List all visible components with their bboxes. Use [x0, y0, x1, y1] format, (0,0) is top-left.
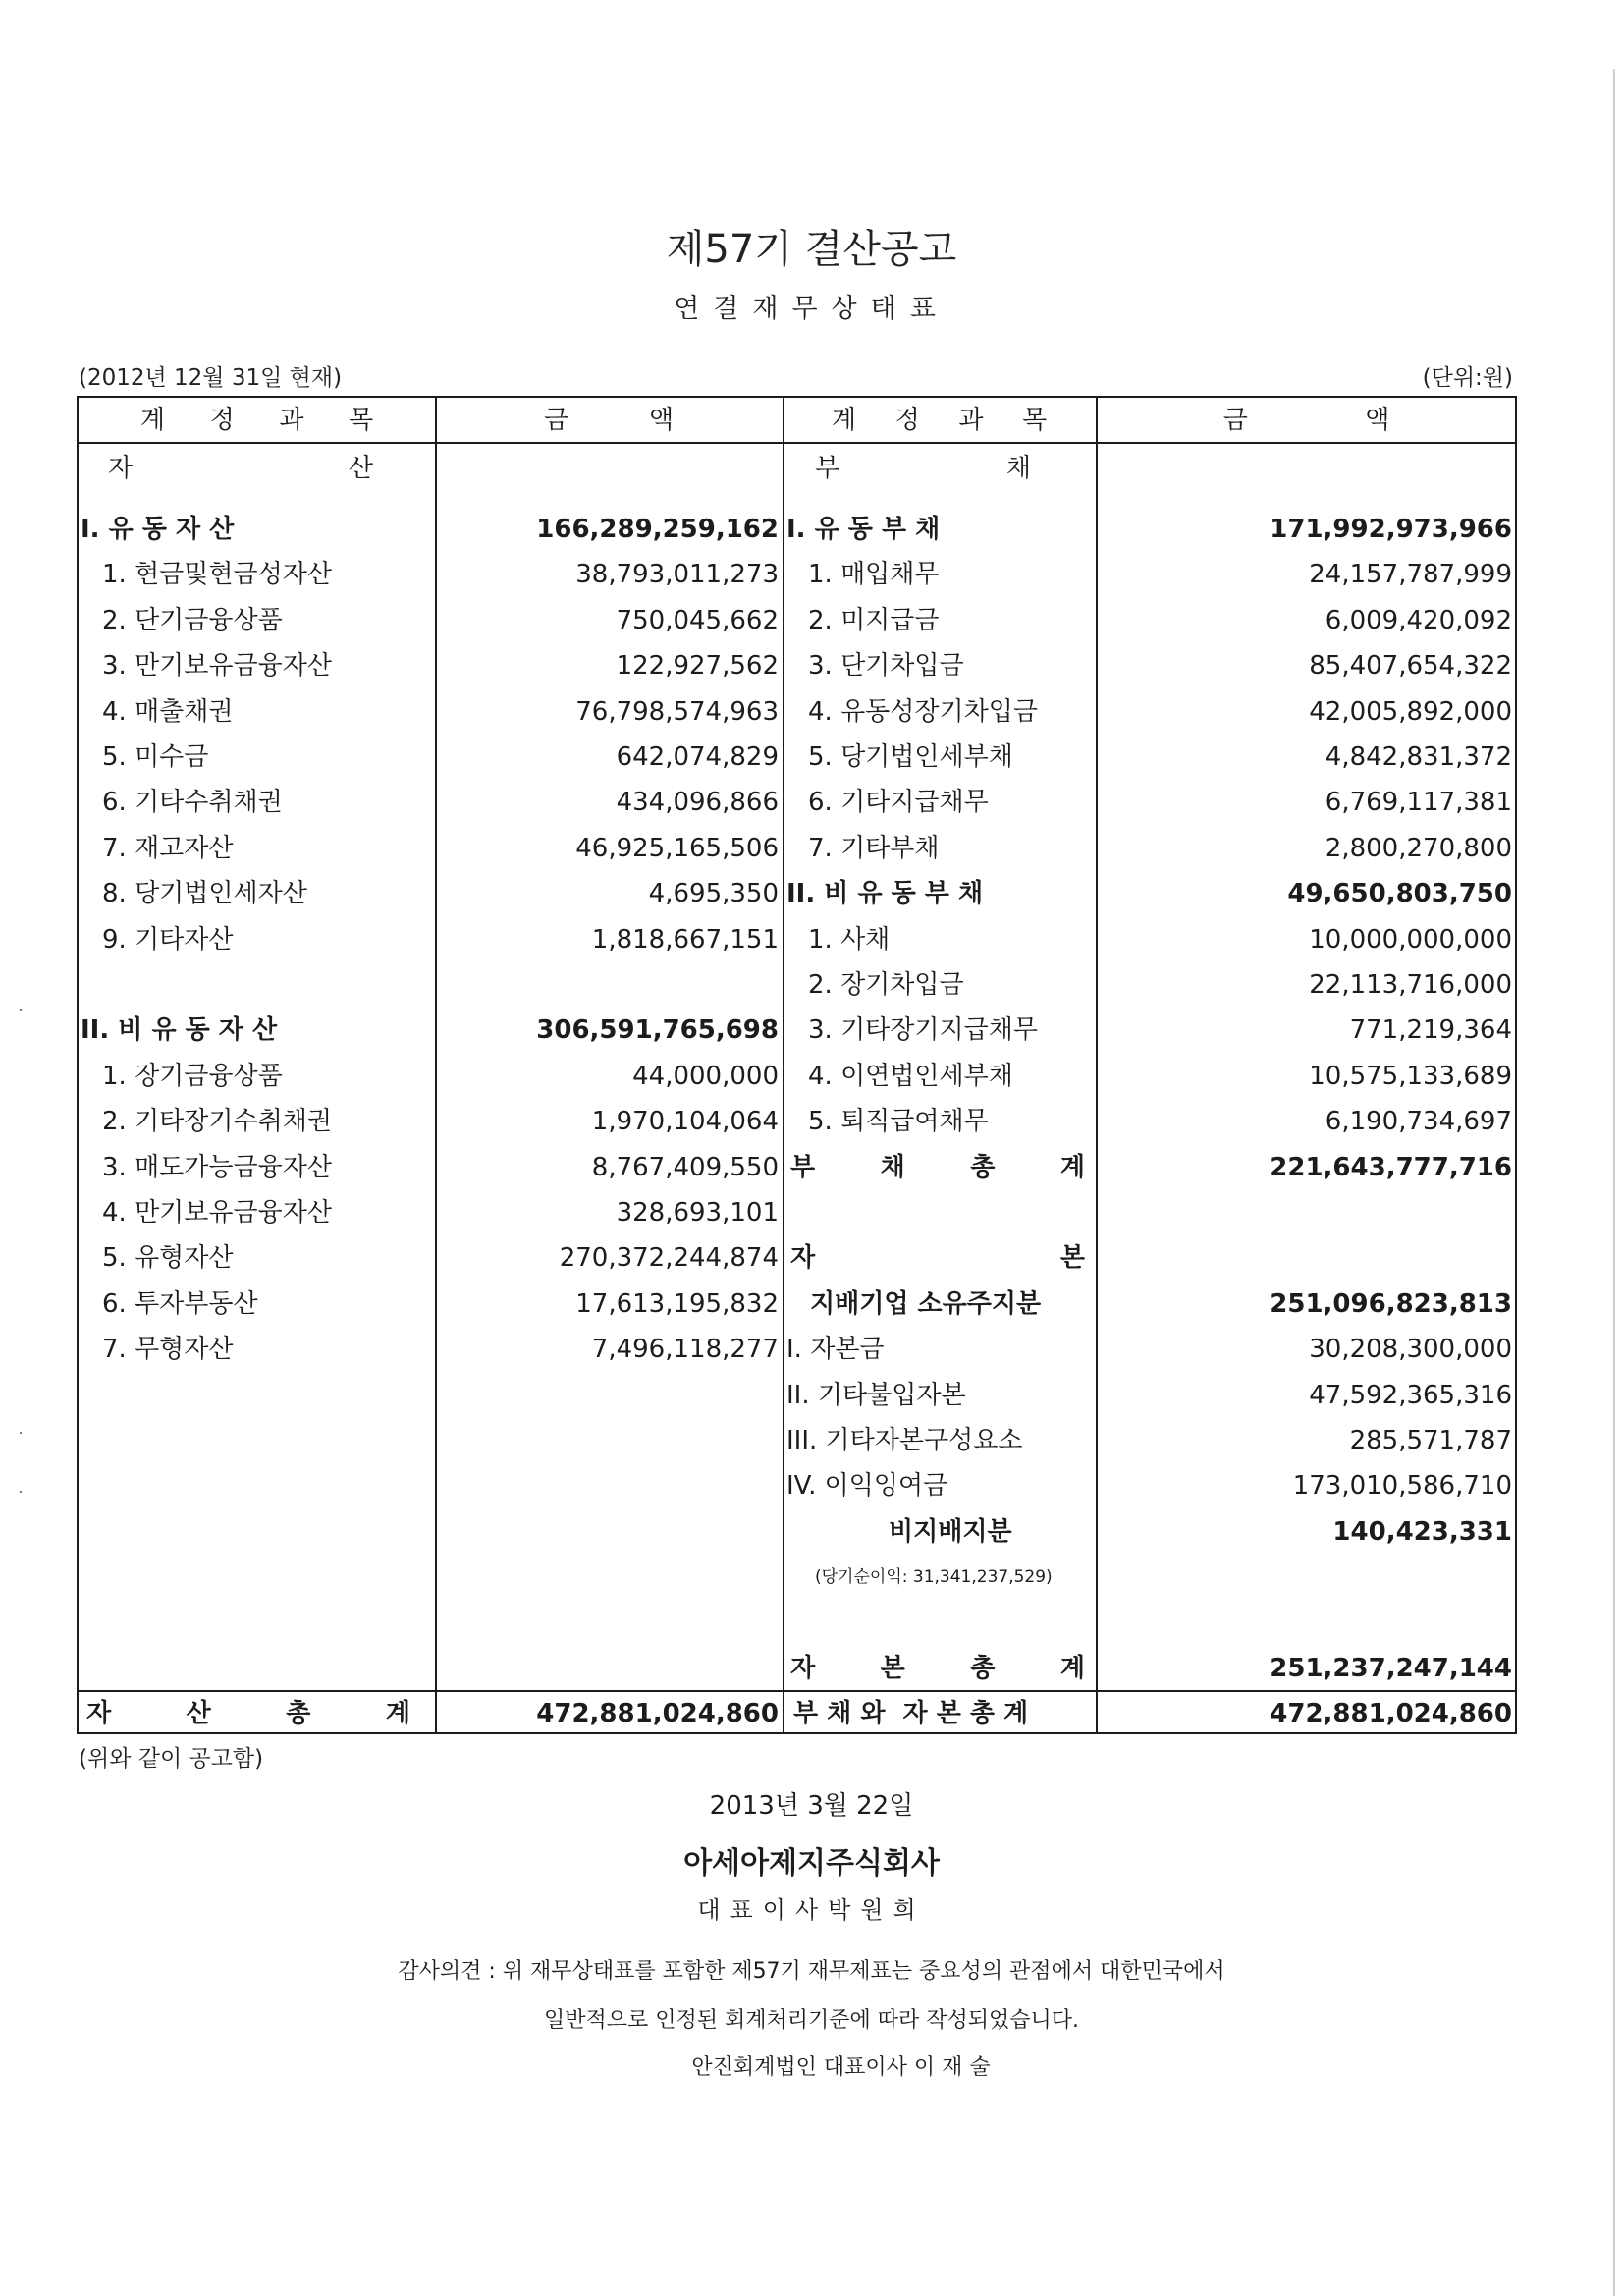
liability-row-label: 6. 기타지급채무 — [808, 788, 989, 817]
asset-row-label: 1. 장기금융상품 — [102, 1062, 283, 1091]
asset-row-label: 6. 기타수취채권 — [102, 788, 283, 817]
liability-row-amount: 171,992,973,966 — [1270, 515, 1512, 544]
header-char: 액 — [648, 406, 675, 435]
asset-row-label: 3. 만기보유금융자산 — [102, 651, 332, 681]
equity-row-amount: 47,592,365,316 — [1309, 1381, 1512, 1410]
liability-row-label: 4. 이연법인세부채 — [808, 1062, 1013, 1091]
asset-row-label: 8. 당기법인세자산 — [102, 879, 307, 908]
heading-char: 자 — [790, 1243, 816, 1273]
asset-row-amount: 328,693,101 — [616, 1198, 779, 1228]
liability-row-amount: 6,009,420,092 — [1325, 606, 1512, 635]
asset-row-label: 3. 매도가능금융자산 — [102, 1153, 332, 1182]
asset-row-label: 4. 매출채권 — [102, 697, 234, 727]
column-divider — [1096, 398, 1098, 1732]
asset-row-label: 1. 현금및현금성자산 — [102, 560, 332, 589]
header-char: 계 — [831, 406, 856, 435]
header-char: 액 — [1365, 406, 1390, 435]
liability-row-label: 2. 미지급금 — [808, 606, 940, 635]
assets-total-label — [86, 1692, 410, 1735]
asset-row-label: 6. 투자부동산 — [102, 1289, 258, 1319]
liability-row-amount: 22,113,716,000 — [1309, 970, 1512, 1000]
liability-row-label: 1. 매입채무 — [808, 560, 940, 589]
liability-row-label: 7. 기타부채 — [808, 834, 940, 863]
scan-speck — [20, 1009, 22, 1011]
non-controlling-interest-amount: 140,423,331 — [1332, 1517, 1512, 1547]
equity-row-label: II. 기타불입자본 — [786, 1381, 966, 1410]
liability-row-label: 3. 단기차입금 — [808, 651, 964, 681]
asset-row-label: 5. 미수금 — [102, 742, 209, 772]
label-char: 본 — [880, 1654, 905, 1683]
header-char: 정 — [894, 406, 920, 435]
scan-speck — [20, 1432, 22, 1434]
liability-row-amount: 24,157,787,999 — [1309, 560, 1512, 589]
announcement-date: 2013년 3월 22일 — [709, 1791, 914, 1821]
net-income-note: (당기순이익: 31,341,237,529) — [815, 1567, 1053, 1587]
audit-opinion-line-1: 감사의견 : 위 재무상태표를 포함한 제57기 재무제표는 중요성의 관점에서 대한민국에서 — [398, 1959, 1225, 1984]
liabilities-heading — [815, 447, 1031, 490]
label-char: 총 — [970, 1654, 996, 1683]
asset-row-amount: 46,925,165,506 — [575, 834, 779, 863]
label-char: 자 — [790, 1654, 816, 1683]
asset-row-amount: 1,818,667,151 — [591, 925, 779, 955]
equity-total-label — [790, 1647, 1085, 1690]
header-account-left — [79, 398, 435, 443]
announcement-note: (위와 같이 공고함) — [79, 1746, 264, 1772]
asset-row-label: 4. 만기보유금융자산 — [102, 1198, 332, 1228]
liability-row-label: 3. 기타장기지급채무 — [808, 1015, 1038, 1045]
asset-row-amount: 166,289,259,162 — [536, 515, 779, 544]
company-name: 아세아제지주식회사 — [683, 1846, 940, 1881]
assets-total-amount: 472,881,024,860 — [536, 1699, 779, 1728]
liability-row-label: 1. 사채 — [808, 925, 891, 955]
controlling-interest-label: 지배기업 소유주지분 — [810, 1289, 1042, 1319]
label-char: 채 — [880, 1153, 905, 1182]
liabilities-total-label — [790, 1146, 1085, 1189]
asset-row-amount: 434,096,866 — [616, 788, 779, 817]
equity-row-label: III. 기타자본구성요소 — [786, 1426, 1023, 1455]
liability-row-amount: 10,575,133,689 — [1309, 1062, 1512, 1091]
asset-row-label: 7. 무형자산 — [102, 1335, 234, 1364]
auditor-signature: 안진회계법인 대표이사 이 재 술 — [691, 2055, 991, 2080]
column-divider — [435, 398, 437, 1732]
header-char: 과 — [279, 406, 304, 435]
header-char: 과 — [958, 406, 984, 435]
document-title: 제57기 결산공고 — [666, 227, 957, 272]
header-char: 목 — [349, 406, 374, 435]
liability-row-label: 4. 유동성장기차입금 — [808, 697, 1038, 727]
label-char: 계 — [1059, 1153, 1085, 1182]
heading-char: 본 — [1059, 1243, 1085, 1273]
balance-sheet-table — [77, 396, 1517, 1734]
liability-row-label: 2. 장기차입금 — [808, 970, 964, 1000]
label-char: 계 — [385, 1699, 410, 1728]
unit-label: (단위:원) — [1422, 365, 1513, 391]
asset-row-label: 7. 재고자산 — [102, 834, 234, 863]
label-char: 계 — [1059, 1654, 1085, 1683]
header-account-right — [783, 398, 1096, 443]
heading-char: 자 — [108, 454, 134, 483]
asset-row-amount: 270,372,244,874 — [559, 1243, 779, 1273]
ceo-name: 대표이사박원희 — [697, 1896, 926, 1924]
asset-row-label: 2. 단기금융상품 — [102, 606, 283, 635]
non-controlling-interest-label: 비지배지분 — [889, 1517, 1012, 1547]
heading-char: 부 — [815, 454, 840, 483]
assets-heading — [108, 447, 373, 490]
equity-row-amount: 173,010,586,710 — [1292, 1471, 1512, 1501]
audit-opinion-line-2: 일반적으로 인정된 회계처리기준에 따라 작성되었습니다. — [543, 2008, 1079, 2033]
asset-row-label: 9. 기타자산 — [102, 925, 234, 955]
asset-row-amount: 4,695,350 — [648, 879, 779, 908]
scan-speck — [20, 1491, 22, 1493]
liability-row-amount: 4,842,831,372 — [1325, 742, 1512, 772]
equity-row-amount: 285,571,787 — [1349, 1426, 1512, 1455]
liability-row-label: 5. 퇴직급여채무 — [808, 1107, 989, 1136]
asset-row-amount: 17,613,195,832 — [575, 1289, 779, 1319]
asset-row-amount: 306,591,765,698 — [536, 1015, 779, 1045]
liability-row-label: II. 비 유 동 부 채 — [786, 879, 984, 908]
asset-row-amount: 44,000,000 — [632, 1062, 779, 1091]
header-amount-left — [435, 398, 783, 443]
liability-row-amount: 2,800,270,800 — [1325, 834, 1512, 863]
document-subtitle: 연결재무상태표 — [674, 294, 949, 324]
asset-row-label: II. 비 유 동 자 산 — [81, 1015, 278, 1045]
liability-row-amount: 42,005,892,000 — [1309, 697, 1512, 727]
header-amount-right — [1096, 398, 1517, 443]
asset-row-amount: 8,767,409,550 — [591, 1153, 779, 1182]
header-char: 금 — [1222, 406, 1248, 435]
asset-row-label: 2. 기타장기수취채권 — [102, 1107, 332, 1136]
asset-row-amount: 7,496,118,277 — [591, 1335, 779, 1364]
heading-char: 산 — [348, 454, 373, 483]
equity-row-amount: 30,208,300,000 — [1309, 1335, 1512, 1364]
controlling-interest-amount: 251,096,823,813 — [1270, 1289, 1512, 1319]
liability-row-amount: 6,769,117,381 — [1325, 788, 1512, 817]
equity-row-label: I. 자본금 — [786, 1335, 885, 1364]
asset-row-amount: 122,927,562 — [616, 651, 779, 681]
equity-row-label: IV. 이익잉여금 — [786, 1471, 948, 1501]
liability-row-label: 5. 당기법인세부채 — [808, 742, 1013, 772]
liability-row-amount: 49,650,803,750 — [1287, 879, 1512, 908]
liability-row-amount: 6,190,734,697 — [1325, 1107, 1512, 1136]
header-char: 목 — [1022, 406, 1048, 435]
label-char: 총 — [286, 1699, 311, 1728]
liability-row-label: I. 유 동 부 채 — [786, 515, 941, 544]
equity-total-amount: 251,237,247,144 — [1270, 1654, 1512, 1683]
liability-row-amount: 10,000,000,000 — [1309, 925, 1512, 955]
equity-heading — [790, 1236, 1085, 1280]
heading-char: 채 — [1005, 454, 1031, 483]
liabilities-total-amount: 221,643,777,716 — [1270, 1153, 1512, 1182]
label-char: 총 — [970, 1153, 996, 1182]
as-of-date: (2012년 12월 31일 현재) — [79, 365, 343, 391]
asset-row-amount: 642,074,829 — [616, 742, 779, 772]
liability-row-amount: 771,219,364 — [1349, 1015, 1512, 1045]
label-char: 부 — [790, 1153, 816, 1182]
header-char: 정 — [209, 406, 235, 435]
header-char: 금 — [543, 406, 569, 435]
asset-row-amount: 750,045,662 — [616, 606, 779, 635]
header-char: 계 — [139, 406, 165, 435]
liability-row-amount: 85,407,654,322 — [1309, 651, 1512, 681]
label-char: 산 — [186, 1699, 211, 1728]
liabilities-equity-total-label: 부 채 와 자 본 총 계 — [793, 1699, 1029, 1728]
liabilities-equity-total-amount: 472,881,024,860 — [1270, 1699, 1512, 1728]
column-divider — [783, 398, 784, 1732]
asset-row-amount: 1,970,104,064 — [591, 1107, 779, 1136]
asset-row-label: I. 유 동 자 산 — [81, 515, 235, 544]
asset-row-amount: 76,798,574,963 — [575, 697, 779, 727]
asset-row-label: 5. 유형자산 — [102, 1243, 234, 1273]
asset-row-amount: 38,793,011,273 — [575, 560, 779, 589]
label-char: 자 — [86, 1699, 112, 1728]
